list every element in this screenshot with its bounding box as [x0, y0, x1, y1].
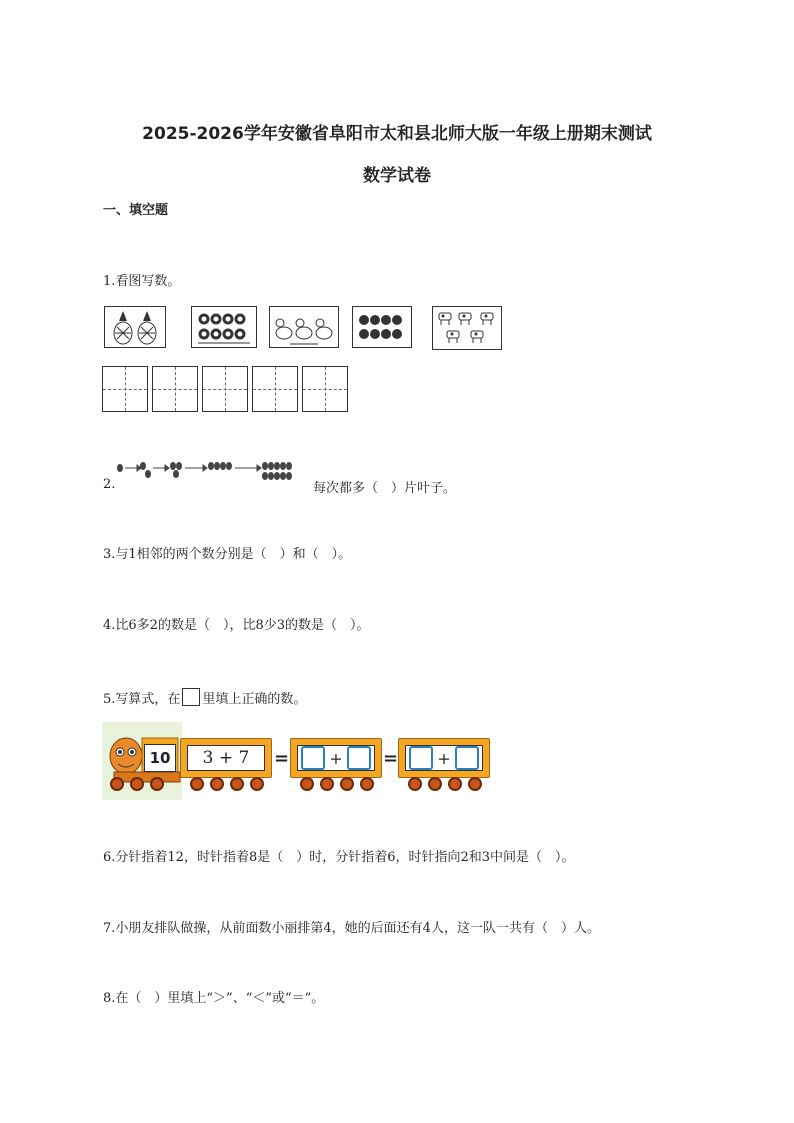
train-car-1: [180, 738, 272, 778]
answer-box-2[interactable]: [152, 366, 198, 412]
wheel-icon: [468, 777, 482, 791]
question-5-pre: 5.写算式，在: [103, 692, 181, 707]
picture-rings: [191, 306, 257, 348]
engine-number: 10: [144, 744, 176, 772]
blank-box-icon: [182, 688, 200, 706]
wheel-icon: [210, 777, 224, 791]
ring-icon: [192, 307, 256, 347]
cow-icon: [433, 307, 501, 349]
question-4: 4.比6多2的数是（ ），比8少3的数是（ ）。: [103, 618, 370, 633]
wheel-icon: [340, 777, 354, 791]
answer-box-car2-b[interactable]: [347, 746, 371, 770]
equals-sign-1: =: [274, 748, 290, 769]
answer-box-1[interactable]: [102, 366, 148, 412]
duck-icon: [270, 307, 338, 347]
question-2-number: 2.: [103, 477, 116, 492]
wheel-icon: [150, 777, 164, 791]
answer-box-3[interactable]: [202, 366, 248, 412]
picture-ducks: [269, 306, 339, 348]
wheel-icon: [408, 777, 422, 791]
question-1: 1.看图写数。: [103, 274, 181, 289]
apple-icon: [353, 307, 411, 347]
section-heading: 一、填空题: [103, 203, 169, 218]
equals-sign-2: =: [383, 748, 399, 769]
wheel-icon: [448, 777, 462, 791]
wheel-icon: [130, 777, 144, 791]
page-title: 2025-2026学年安徽省阜阳市太和县北师大版一年级上册期末测试: [142, 124, 652, 144]
picture-apples: [352, 306, 412, 348]
wheel-icon: [360, 777, 374, 791]
plus-sign: +: [437, 748, 451, 768]
page-subtitle: 数学试卷: [363, 166, 431, 186]
wheel-icon: [190, 777, 204, 791]
answer-box-4[interactable]: [252, 366, 298, 412]
question-3: 3.与1相邻的两个数分别是（ ）和（ ）。: [103, 547, 352, 562]
question-5-post: 里填上正确的数。: [202, 692, 307, 707]
question-2-text: 每次都多（ ）片叶子。: [313, 481, 457, 496]
picture-cows: [432, 306, 502, 350]
answer-box-car2-a[interactable]: [301, 746, 325, 770]
car-1-expression: 3 + 7: [187, 745, 265, 771]
pineapple-icon: [105, 307, 165, 347]
answer-box-car3-b[interactable]: [455, 746, 479, 770]
plus-sign: +: [329, 748, 343, 768]
picture-pineapples: [104, 306, 166, 348]
answer-box-5[interactable]: [302, 366, 348, 412]
train-car-2: [290, 738, 382, 778]
wheel-icon: [250, 777, 264, 791]
leaf-sequence-icon: [115, 460, 305, 490]
question-8: 8.在（ ）里填上“＞”、“＜”或“＝”。: [103, 991, 325, 1006]
question-7: 7.小朋友排队做操，从前面数小丽排第4，她的后面还有4人，这一队一共有（ ）人。: [103, 921, 600, 936]
wheel-icon: [230, 777, 244, 791]
train-car-3: [398, 738, 490, 778]
question-6: 6.分针指着12，时针指着8是（ ）时，分针指着6，时针指向2和3中间是（ ）。: [103, 850, 575, 865]
wheel-icon: [320, 777, 334, 791]
wheel-icon: [428, 777, 442, 791]
answer-box-car3-a[interactable]: [409, 746, 433, 770]
wheel-icon: [300, 777, 314, 791]
wheel-icon: [110, 777, 124, 791]
question-5: [103, 688, 306, 707]
